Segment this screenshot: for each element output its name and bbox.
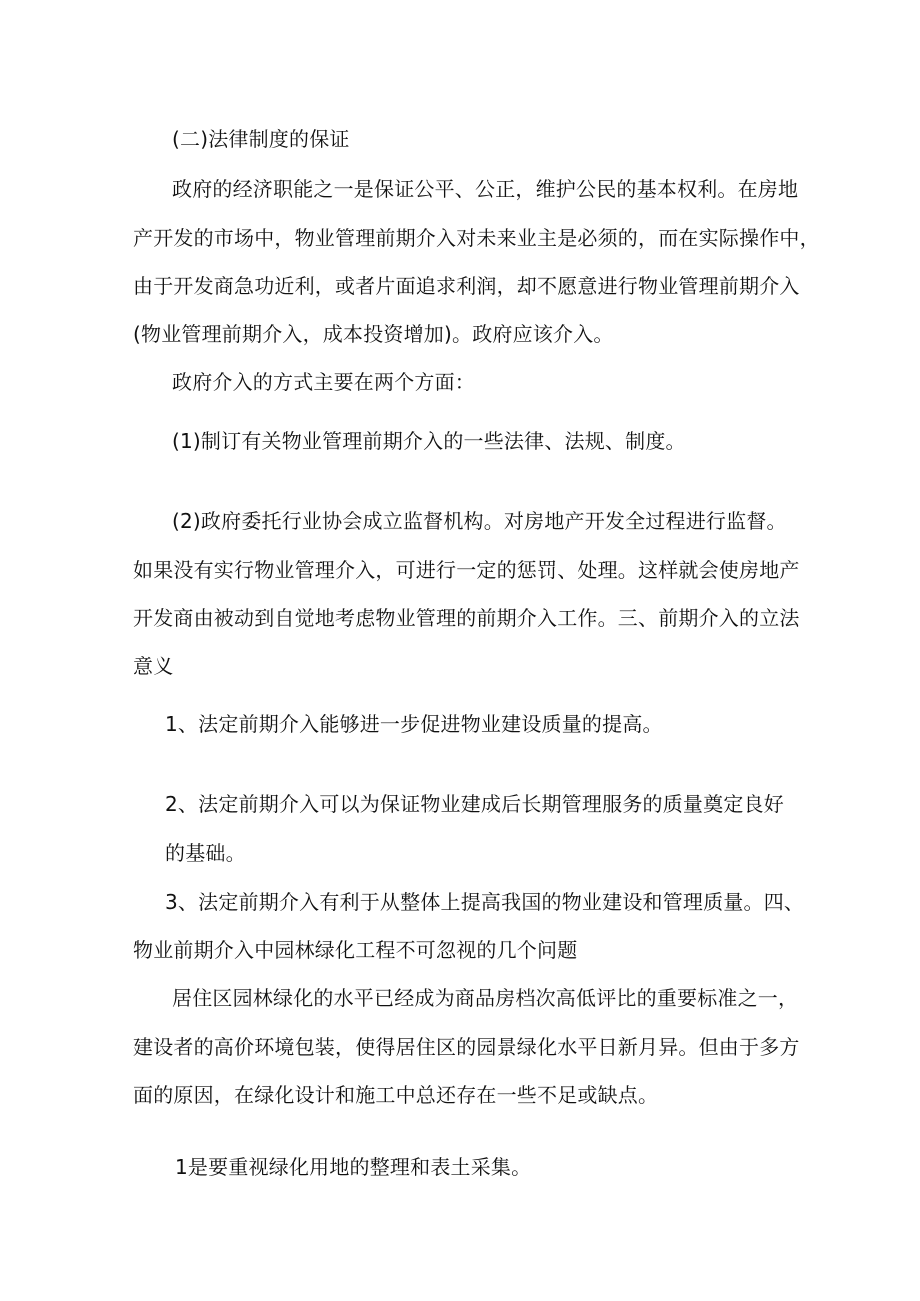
paragraph-line: 如果没有实行物业管理介入，可进行一定的惩罚、处理。这样就会使房地产 (133, 558, 800, 582)
paragraph-line: 的基础。 (165, 841, 246, 865)
paragraph-line: 政府的经济职能之一是保证公平、公正，维护公民的基本权利。在房地 (172, 177, 799, 201)
list-item: 1、法定前期介入能够进一步促进物业建设质量的提高。 (165, 712, 663, 736)
list-item: 2、法定前期介入可以为保证物业建成后长期管理服务的质量奠定良好 (165, 792, 784, 816)
list-item: (2)政府委托行业协会成立监督机构。对房地产开发全过程进行监督。 (172, 509, 787, 533)
paragraph-line: (物业管理前期介入，成本投资增加)。政府应该介入。 (133, 322, 614, 346)
paragraph-line: 开发商由被动到自觉地考虑物业管理的前期介入工作。三、前期介入的立法 (133, 606, 800, 630)
list-item: 3、法定前期介入有利于从整体上提高我国的物业建设和管理质量。四、 (165, 890, 805, 914)
paragraph-line: 物业前期介入中园林绿化工程不可忽视的几个问题 (133, 938, 578, 962)
paragraph-line: 政府介入的方式主要在两个方面： (172, 370, 475, 394)
paragraph-line: 面的原因，在绿化设计和施工中总还存在一些不足或缺点。 (133, 1083, 659, 1107)
paragraph-line: 由于开发商急功近利，或者片面追求利润，却不愿意进行物业管理前期介入 (133, 274, 800, 298)
paragraph-line: 建设者的高价环境包装，使得居住区的园景绿化水平日新月异。但由于多方 (133, 1035, 800, 1059)
list-item: (1)制订有关物业管理前期介入的一些法律、法规、制度。 (172, 429, 686, 453)
list-item: 1是要重视绿化用地的整理和表土采集。 (175, 1155, 532, 1179)
paragraph-line: 居住区园林绿化的水平已经成为商品房档次高低评比的重要标准之一， (172, 986, 799, 1010)
paragraph-line: 意义 (133, 654, 174, 678)
paragraph-line: 产开发的市场中，物业管理前期介入对未来业主是必须的，而在实际操作中， (133, 226, 820, 250)
section-heading: (二)法律制度的保证 (172, 127, 350, 151)
